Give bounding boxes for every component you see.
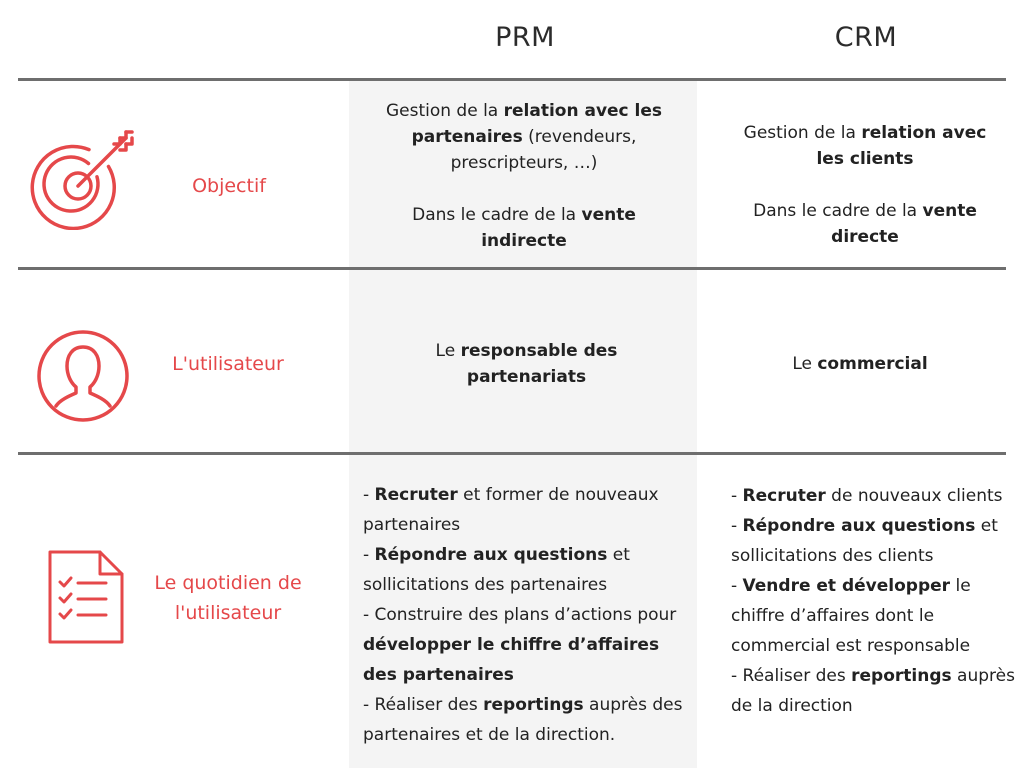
list-item	[731, 511, 1016, 571]
bold-text: Répondre aux questions	[374, 545, 608, 565]
text-run: Le	[792, 354, 818, 374]
row-label-objectif: Objectif	[192, 175, 266, 197]
row-label-quotidien: Le quotidien de l'utilisateur	[154, 572, 302, 624]
prm-cell-objectif	[374, 98, 674, 254]
text-run: -	[731, 576, 743, 596]
row-divider-1	[18, 267, 1006, 270]
user-profile-icon	[36, 329, 130, 427]
bold-text: commercial	[817, 354, 928, 374]
prm-cell-utilisateur	[404, 338, 649, 390]
text-run: -	[731, 486, 743, 506]
bold-text: relation avec les clients	[816, 123, 987, 169]
crm-cell-quotidien	[731, 481, 1016, 721]
paragraph	[374, 98, 674, 176]
column-header-prm: PRM	[495, 22, 555, 53]
paragraph	[404, 338, 649, 390]
text-run: Dans le cadre de la	[753, 201, 923, 221]
bold-text: Vendre et développer	[742, 576, 951, 596]
text-run: - Construire des plans d’actions pour	[363, 605, 677, 625]
crm-cell-utilisateur	[760, 351, 960, 377]
bold-text: vente indirecte	[481, 205, 636, 251]
paragraph	[760, 351, 960, 377]
text-run: auprès de la direction	[731, 666, 1015, 716]
text-run: -	[731, 516, 743, 536]
bold-text: Répondre aux questions	[742, 516, 976, 536]
row-divider-2	[18, 452, 1006, 455]
bold-text: reportings	[483, 695, 584, 715]
text-run: auprès des partenaires et de la direction.	[363, 695, 683, 745]
column-header-crm: CRM	[834, 22, 898, 53]
text-run: et sollicitations des clients	[731, 516, 998, 566]
prm-cell-quotidien	[363, 480, 693, 750]
text-run: le chiffre d’affaires dont le commercial est responsable	[731, 576, 971, 656]
text-run: -	[363, 485, 375, 505]
text-run: Le	[435, 341, 461, 361]
paragraph	[740, 198, 990, 250]
list-item	[731, 481, 1016, 511]
text-run: - Réaliser des	[363, 695, 484, 715]
bold-text: vente directe	[831, 201, 977, 247]
bold-text: relation avec les partenaires	[411, 101, 663, 147]
list-item	[363, 690, 693, 750]
paragraph	[740, 120, 990, 172]
text-run: Gestion de la	[743, 123, 862, 143]
checklist-document-icon	[46, 548, 126, 650]
text-run: Gestion de la	[385, 101, 504, 121]
bold-text: responsable des partenariats	[460, 341, 618, 387]
text-run: Dans le cadre de la	[412, 205, 582, 225]
bold-text: développer le chiffre d’affaires des partenaires	[363, 635, 660, 685]
text-run: (revendeurs, prescripteurs, …)	[450, 127, 637, 173]
text-run: - Réaliser des	[731, 666, 852, 686]
text-run: et sollicitations des partenaires	[363, 545, 630, 595]
target-arrow-icon	[30, 126, 142, 234]
list-item	[363, 480, 693, 540]
crm-cell-objectif	[740, 120, 990, 250]
bold-text: reportings	[851, 666, 952, 686]
text-run: et former de nouveaux partenaires	[363, 485, 659, 535]
text-run: -	[363, 545, 375, 565]
list-item	[363, 600, 693, 690]
bold-text: Recruter	[742, 486, 826, 506]
bold-text: Recruter	[374, 485, 458, 505]
paragraph	[374, 202, 674, 254]
list-item	[363, 540, 693, 600]
list-item	[731, 571, 1016, 661]
row-label-utilisateur: L'utilisateur	[172, 353, 284, 375]
text-run: de nouveaux clients	[825, 486, 1003, 506]
header-divider	[18, 78, 1006, 81]
list-item	[731, 661, 1016, 721]
